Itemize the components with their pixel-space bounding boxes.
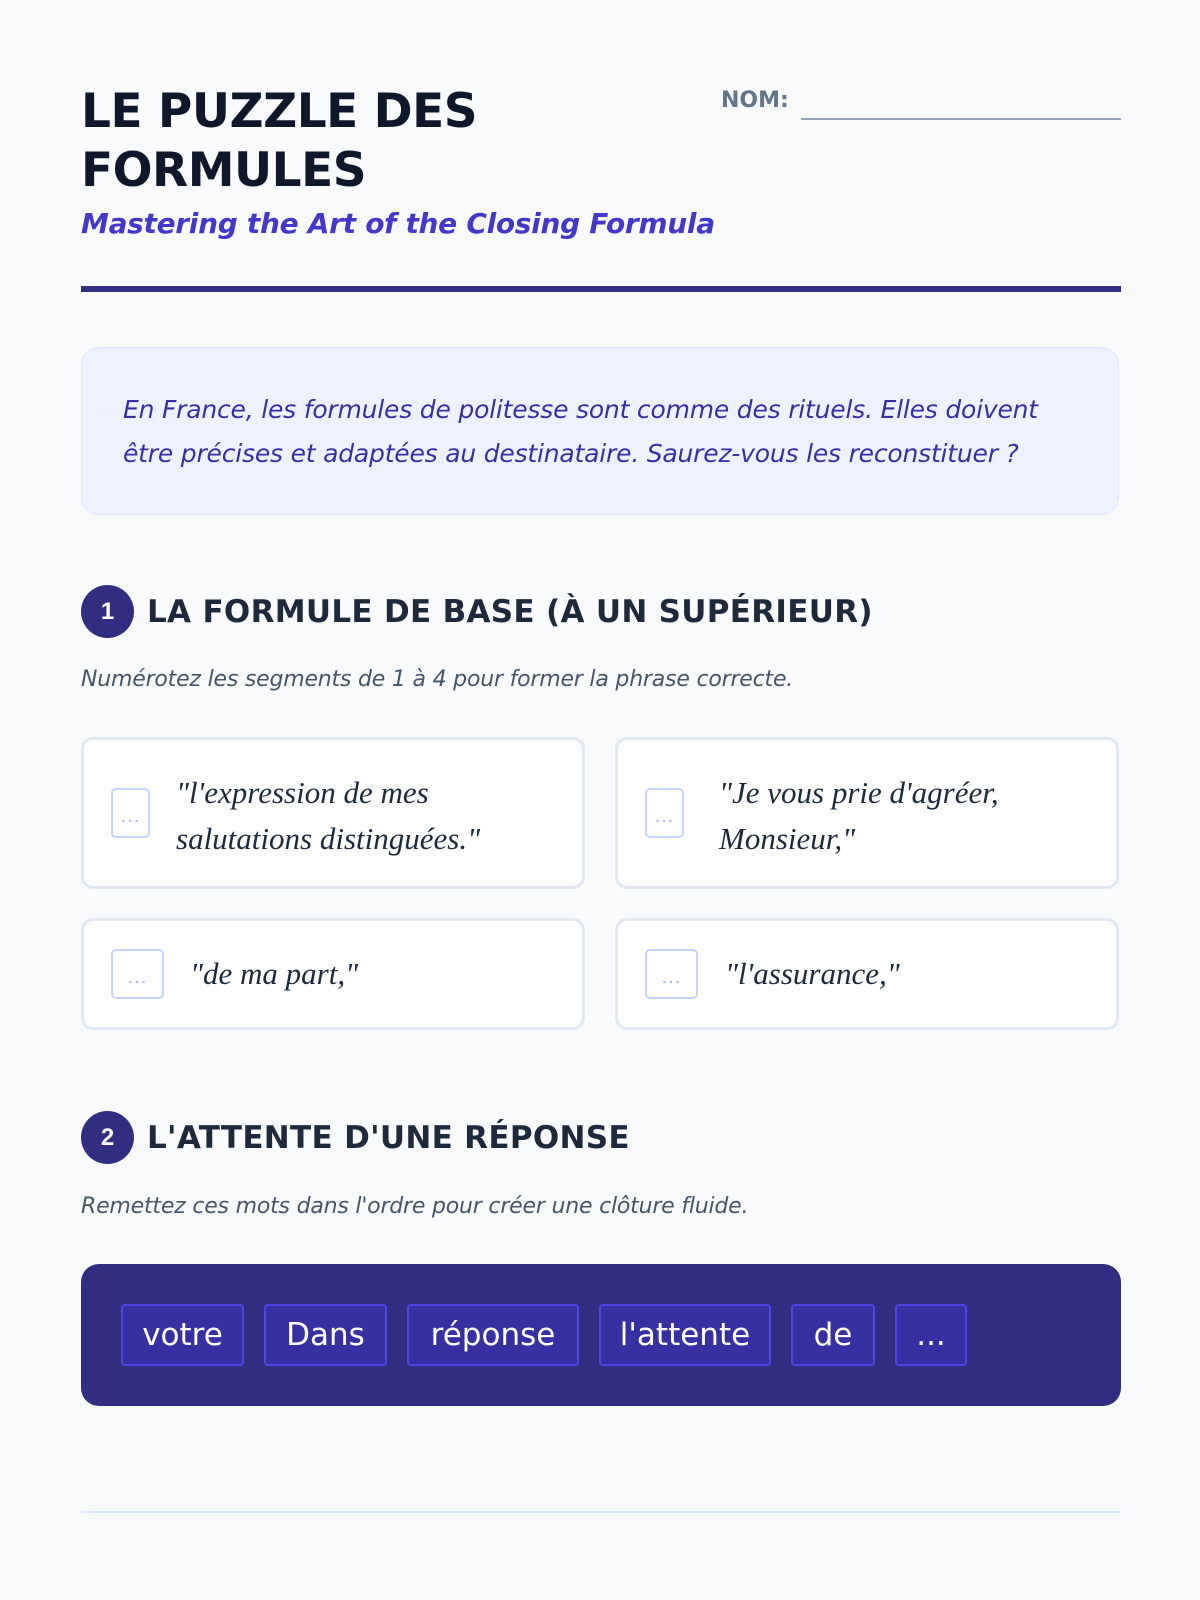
word-chip-lattente[interactable]: l'attente bbox=[599, 1304, 771, 1366]
word-chip-votre[interactable]: votre bbox=[121, 1304, 244, 1366]
header-divider bbox=[81, 286, 1121, 292]
name-writing-line[interactable] bbox=[801, 118, 1121, 120]
section-2-header bbox=[81, 1111, 1121, 1165]
segment-number-box[interactable]: ... bbox=[111, 788, 150, 838]
intro-box bbox=[81, 347, 1119, 515]
segment-number-box[interactable]: ... bbox=[111, 949, 164, 999]
page-subtitle: Mastering the Art of the Closing Formula bbox=[81, 207, 715, 240]
page-title: LE PUZZLE DES FORMULES bbox=[81, 84, 478, 198]
section-2-title: L'ATTENTE D'UNE RÉPONSE bbox=[147, 1120, 630, 1156]
name-field[interactable] bbox=[721, 84, 1121, 124]
segment-text: "l'expression de mes salutations distinguées." bbox=[176, 775, 481, 856]
section-1-number-badge: 1 bbox=[81, 585, 134, 638]
intro-text: En France, les formules de politesse sont comme des rituels. Elles doivent être précises et adaptées au destinataire. Saurez-vous les reconstituer ? bbox=[123, 395, 1038, 468]
section-1-header bbox=[81, 585, 1121, 639]
word-chip-reponse[interactable]: réponse bbox=[407, 1304, 579, 1366]
word-bank bbox=[81, 1264, 1121, 1406]
name-label: NOM: bbox=[721, 88, 789, 113]
footer-divider bbox=[81, 1511, 1121, 1513]
word-chip-dans[interactable]: Dans bbox=[264, 1304, 387, 1366]
segment-text: "l'assurance," bbox=[725, 956, 900, 991]
segment-number-box[interactable]: ... bbox=[645, 788, 684, 838]
segment-text: "Je vous prie d'agréer, Monsieur," bbox=[719, 775, 999, 856]
section-1-title: LA FORMULE DE BASE (À UN SUPÉRIEUR) bbox=[147, 594, 873, 630]
segment-number-box[interactable]: ... bbox=[645, 949, 698, 999]
section-1-instruction: Numérotez les segments de 1 à 4 pour former la phrase correcte. bbox=[81, 667, 794, 692]
segment-card-4 bbox=[615, 918, 1119, 1030]
word-chip-ellipsis[interactable]: ... bbox=[895, 1304, 967, 1366]
worksheet-header bbox=[81, 82, 1121, 292]
segment-card-3 bbox=[81, 918, 585, 1030]
worksheet-page bbox=[81, 0, 1121, 1600]
segment-card-1 bbox=[81, 737, 585, 889]
section-2-instruction: Remettez ces mots dans l'ordre pour créer une clôture fluide. bbox=[81, 1194, 749, 1219]
word-chip-de[interactable]: de bbox=[791, 1304, 875, 1366]
segment-text: "de ma part," bbox=[190, 956, 359, 991]
segment-card-2 bbox=[615, 737, 1119, 889]
section-2-number-badge: 2 bbox=[81, 1111, 134, 1164]
